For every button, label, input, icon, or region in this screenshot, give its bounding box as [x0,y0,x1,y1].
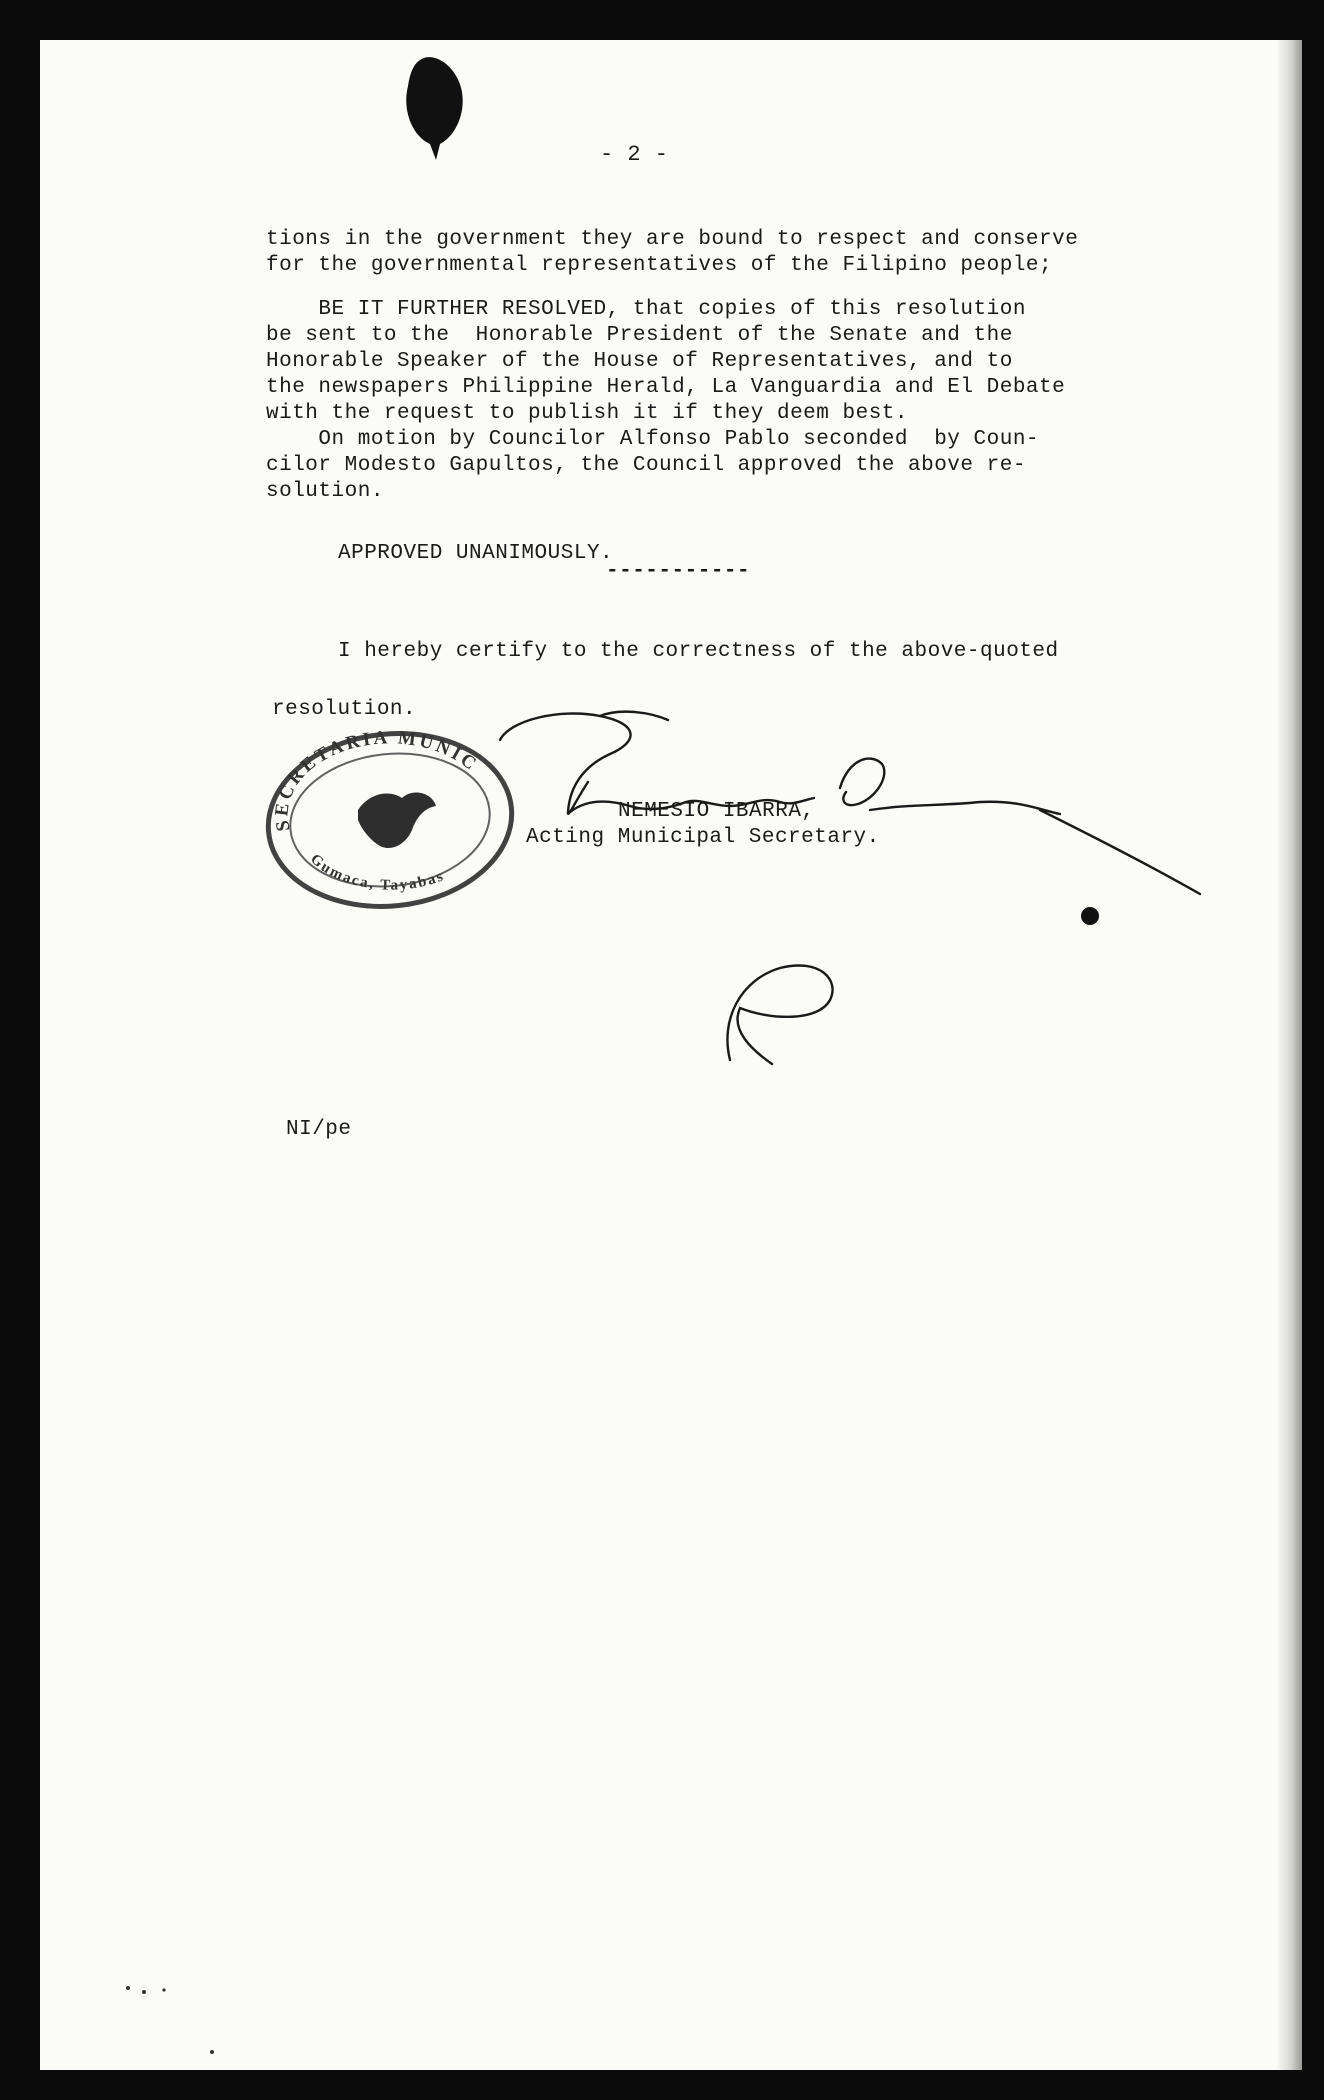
eagle-emblem [358,792,436,848]
document-page [40,40,1302,2070]
body-line-8: On motion by Councilor Alfonso Pablo seconded by Coun- [266,428,1040,451]
svg-text:Gumaca, Tayabas [307,851,447,894]
initial-p-loop [727,966,832,1064]
marks-overlay [40,40,1302,2070]
ink-blot [406,57,462,160]
page-number: - 2 - [600,142,669,167]
ink-dot [1081,907,1099,925]
signatory-name: NEMESIO IBARRA, [618,800,815,823]
seal-stamp [260,722,521,919]
certify-line: I hereby certify to the correctness of the above-quoted [338,640,1059,663]
seal-text-bottom: Gumaca, Tayabas [307,851,447,894]
separator-line: ----------- [606,560,751,583]
seal-text-top: SECRETARIA MUNIC [271,727,483,833]
body-line-2: for the governmental representatives of the Filipino people; [266,254,1053,277]
body-line-10: solution. [266,480,384,503]
body-line-4: be sent to the Honorable President of the Senate and the [266,324,1013,347]
body-line-6: the newspapers Philippine Herald, La Vanguardia and El Debate [266,376,1066,399]
handwritten-signature [500,712,1200,1064]
signatory-title: Acting Municipal Secretary. [526,826,880,849]
approved-line: APPROVED UNANIMOUSLY. [338,542,614,565]
body-line-5: Honorable Speaker of the House of Representatives, and to [266,350,1013,373]
body-line-3: BE IT FURTHER RESOLVED, that copies of this resolution [266,298,1026,321]
certify-end: resolution. [272,698,417,721]
body-line-1: tions in the government they are bound to respect and conserve [266,228,1079,251]
scan-specks [126,1986,214,2054]
typist-initials: NI/pe [286,1118,352,1141]
body-line-9: cilor Modesto Gapultos, the Council approved the above re- [266,454,1026,477]
body-line-7: with the request to publish it if they deem best. [266,402,909,425]
